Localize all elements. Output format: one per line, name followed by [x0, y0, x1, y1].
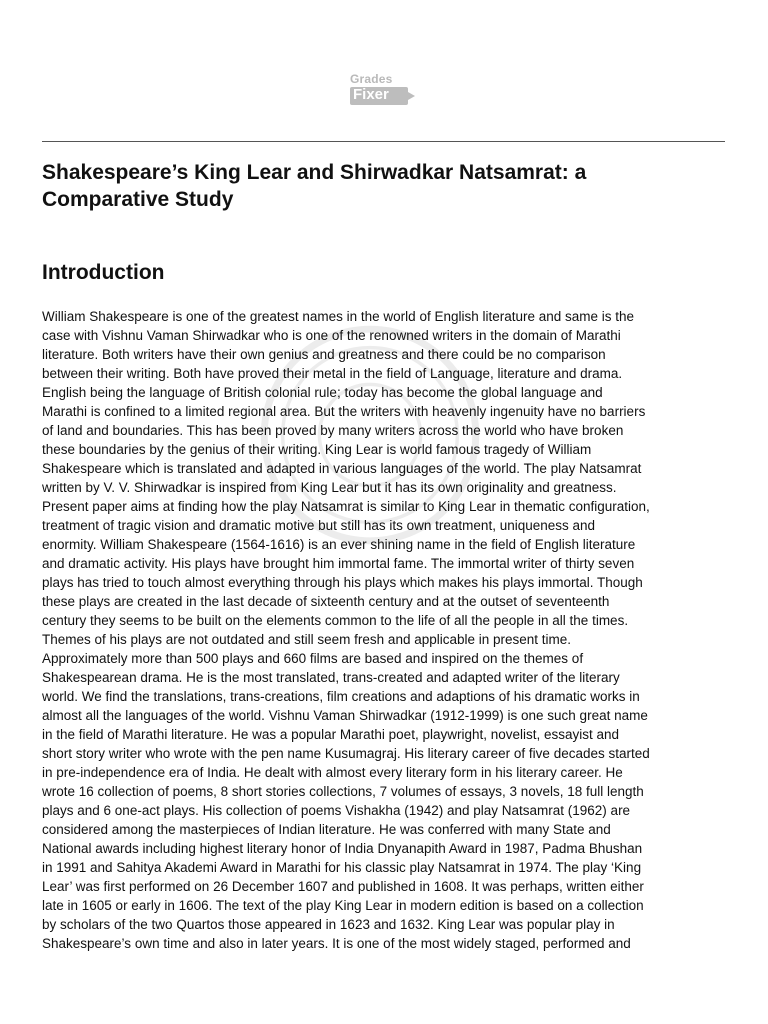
- logo-arrow-icon: [408, 92, 415, 100]
- body-text-line: Marathi is confined to a limited regional area. But the writers with heavenly ingenuity have no barriers: [42, 404, 646, 419]
- body-text-line: Shakespeare which is translated and adapted in various languages of the world. The play Natsamrat: [42, 461, 642, 476]
- body-text-line: by scholars of the two Quartos those appeared in 1623 and 1632. King Lear was popular play in: [42, 917, 615, 932]
- body-text-line: century they seems to be built on the elements common to the life of all the people in all the times.: [42, 613, 629, 628]
- body-text-line: case with Vishnu Vaman Shirwadkar who is one of the renowned writers in the domain of Marathi: [42, 328, 621, 343]
- body-text-line: National awards including highest literary honor of India Dnyanapith Award in 1987, Padma Bhushan: [42, 841, 643, 856]
- body-text-line: Approximately more than 500 plays and 660 films are based and inspired on the themes of: [42, 651, 584, 666]
- header-divider: [42, 141, 725, 142]
- gradesfixer-logo: [350, 72, 420, 108]
- body-text-line: treatment of tragic vision and dramatic motive but still has its own treatment, uniqueness and: [42, 518, 596, 533]
- body-text-line: William Shakespeare is one of the greatest names in the world of English literature and same is the: [42, 309, 635, 324]
- body-text-line: enormity. William Shakespeare (1564-1616) is an ever shining name in the field of English literature: [42, 537, 636, 552]
- section-heading: Introduction: [42, 261, 165, 284]
- body-text-line: short story writer who wrote with the pen name Kusumagraj. His literary career of five decades started: [42, 746, 650, 761]
- body-text-line: considered among the masterpieces of Indian literature. He was conferred with many State and: [42, 822, 611, 837]
- body-text-line: and dramatic activity. His plays have brought him immortal fame. The immortal writer of thirty seven: [42, 556, 635, 571]
- body-text-line: Shakespeare’s own time and also in later years. It is one of the most widely staged, performed and: [42, 936, 631, 951]
- body-text-line: Themes of his plays are not outdated and still seem fresh and applicable in present time.: [42, 632, 572, 647]
- body-text-line: of land and boundaries. This has been proved by many writers across the world who have broken: [42, 423, 624, 438]
- body-text-line: Shakespearean drama. He is the most translated, trans-created and adapted writer of the literary: [42, 670, 620, 685]
- title-line: Comparative Study: [42, 188, 234, 211]
- document-title: [42, 159, 702, 213]
- body-text-line: these plays are created in the last decade of sixteenth century and at the outset of seventeenth: [42, 594, 610, 609]
- body-text-line: plays has tried to touch almost everything through his plays which makes his plays immortal. Though: [42, 575, 643, 590]
- body-text-line: in pre-independence era of India. He dealt with almost every literary form in his literary career. He: [42, 765, 623, 780]
- logo-text-bottom: Fixer: [353, 86, 389, 103]
- body-text-line: English being the language of British colonial rule; today has become the global language and: [42, 385, 603, 400]
- body-text-line: late in 1605 or early in 1606. The text of the play King Lear in modern edition is based on a collection: [42, 898, 644, 913]
- body-text-line: wrote 16 collection of poems, 8 short stories collections, 7 volumes of essays, 3 novels, 18 full length: [42, 784, 644, 799]
- document-body: [42, 307, 732, 953]
- body-text-line: between their writing. Both have proved their metal in the field of Language, literature and drama.: [42, 366, 623, 381]
- body-text-line: almost all the languages of the world. Vishnu Vaman Shirwadkar (1912-1999) is one such great name: [42, 708, 648, 723]
- body-text-line: plays and 6 one-act plays. His collection of poems Vishakha (1942) and play Natsamrat (1962) are: [42, 803, 631, 818]
- logo-text-top: Grades: [350, 72, 393, 86]
- body-text-line: Present paper aims at finding how the play Natsamrat is similar to King Lear in thematic configuration,: [42, 499, 650, 514]
- body-text-line: Lear’ was first performed on 26 December 1607 and published in 1608. It was perhaps, written either: [42, 879, 644, 894]
- title-line: Shakespeare’s King Lear and Shirwadkar Natsamrat: a: [42, 161, 587, 184]
- body-text-line: written by V. V. Shirwadkar is inspired from King Lear but it has its own originality and greatness.: [42, 480, 617, 495]
- body-text-line: these boundaries by the genius of their writing. King Lear is world famous tragedy of William: [42, 442, 592, 457]
- body-text-line: in 1991 and Sahitya Akademi Award in Marathi for his classic play Natsamrat in 1974. The play ‘King: [42, 860, 642, 875]
- body-text-line: world. We find the translations, trans-creations, film creations and adaptions of his dramatic works in: [42, 689, 640, 704]
- body-text-line: in the field of Marathi literature. He was a popular Marathi poet, playwright, novelist, essayist and: [42, 727, 620, 742]
- body-text-line: literature. Both writers have their own genius and greatness and there could be no comparison: [42, 347, 606, 362]
